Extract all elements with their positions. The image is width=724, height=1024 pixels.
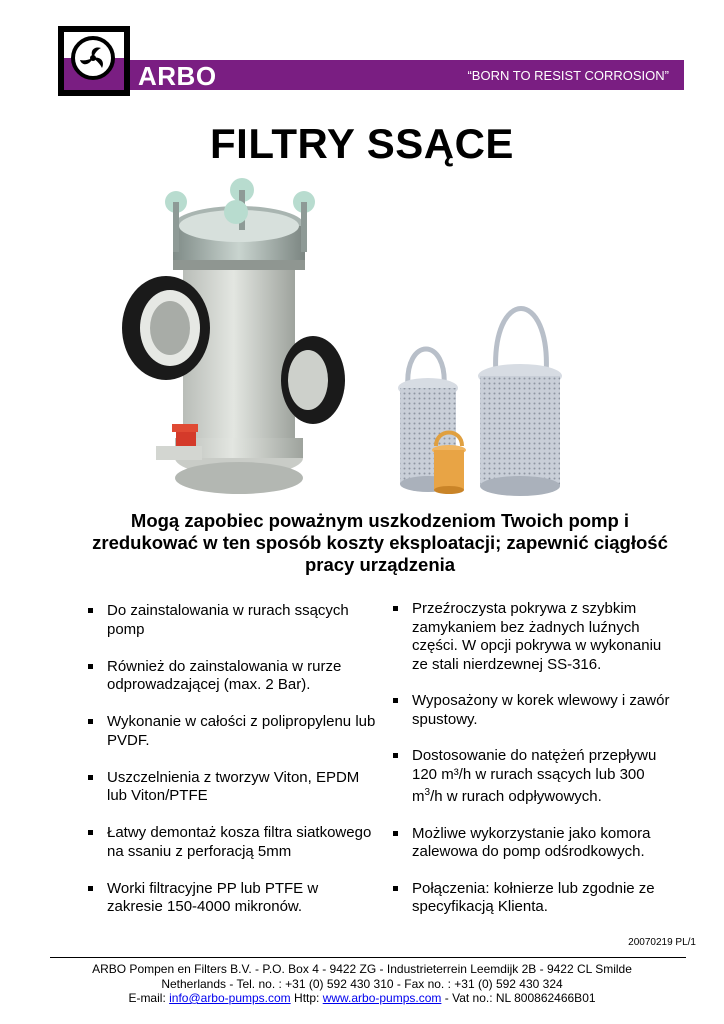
feature-list-right [393,600,673,935]
footer-contact [0,991,724,1006]
filter-housing-image [118,178,348,498]
flow-rate-text-end: /h w rurach odpływowych. [430,788,602,805]
email-label: E-mail: [128,991,170,1005]
footer-divider [50,957,686,958]
list-item: Wyposażony w korek wlewowy i zawór spustowy. [393,692,673,729]
tagline: “BORN TO RESIST CORROSION” [467,68,669,83]
email-link[interactable]: info@arbo-pumps.com [169,991,291,1005]
list-item: Łatwy demontaż kosza filtra siatkowego na ssaniu z perforacją 5mm [88,824,378,861]
document-reference: 20070219 PL/1 [628,937,696,948]
pump-impeller-logo-icon [71,36,115,80]
list-item [393,747,673,807]
list-item: Do zainstalowania w rurach ssących pomp [88,602,378,639]
list-item: Połączenia: kołnierze lub zgodnie ze specyfikacją Klienta. [393,880,673,917]
brand-name: ARBO [138,61,217,91]
footer [0,962,724,1006]
feature-list-left [88,602,378,935]
subtitle: Mogą zapobiec poważnym uszkodzeniom Twoich pomp i zredukować w ten sposób koszty eksploatacji; zapewnić ciągłość pracy urządzenia [92,510,668,575]
vat-number: - Vat no.: NL 800862466B01 [441,991,596,1005]
list-item: Worki filtracyjne PP lub PTFE w zakresie 150-4000 mikronów. [88,880,378,917]
page-title: FILTRY SSĄCE [210,120,514,167]
list-item: Przeźroczysta pokrywa z szybkim zamykaniem bez żadnych luźnych części. W opcji pokrywa w wykonaniu ze stali nierdzewnej SS-316. [393,600,673,674]
list-item: Wykonanie w całości z polipropylenu lub PVDF. [88,713,378,750]
list-item: Również do zainstalowania w rurze odprowadzającej (max. 2 Bar). [88,658,378,695]
footer-address: ARBO Pompen en Filters B.V. - P.O. Box 4 - 9422 ZG - Industrieterrein Leemdijk 2B - 9422 CL Smilde [92,962,632,976]
arbo-logo [58,26,130,96]
flow-rate-text: Dostosowanie do natężeń przepływu 120 m³/h w rurach ssących lub 300 m [412,747,657,805]
footer-phone: Netherlands - Tel. no. : +31 (0) 592 430 310 - Fax no. : +31 (0) 592 430 324 [161,976,563,991]
list-item: Uszczelnienia z tworzyw Viton, EPDM lub Viton/PTFE [88,769,378,806]
http-label: Http: [290,991,323,1005]
website-link[interactable]: www.arbo-pumps.com [322,991,442,1005]
filter-baskets-image [392,296,568,508]
list-item: Możliwe wykorzystanie jako komora zalewowa do pomp odśrodkowych. [393,825,673,862]
superscript: 3 [424,787,431,798]
